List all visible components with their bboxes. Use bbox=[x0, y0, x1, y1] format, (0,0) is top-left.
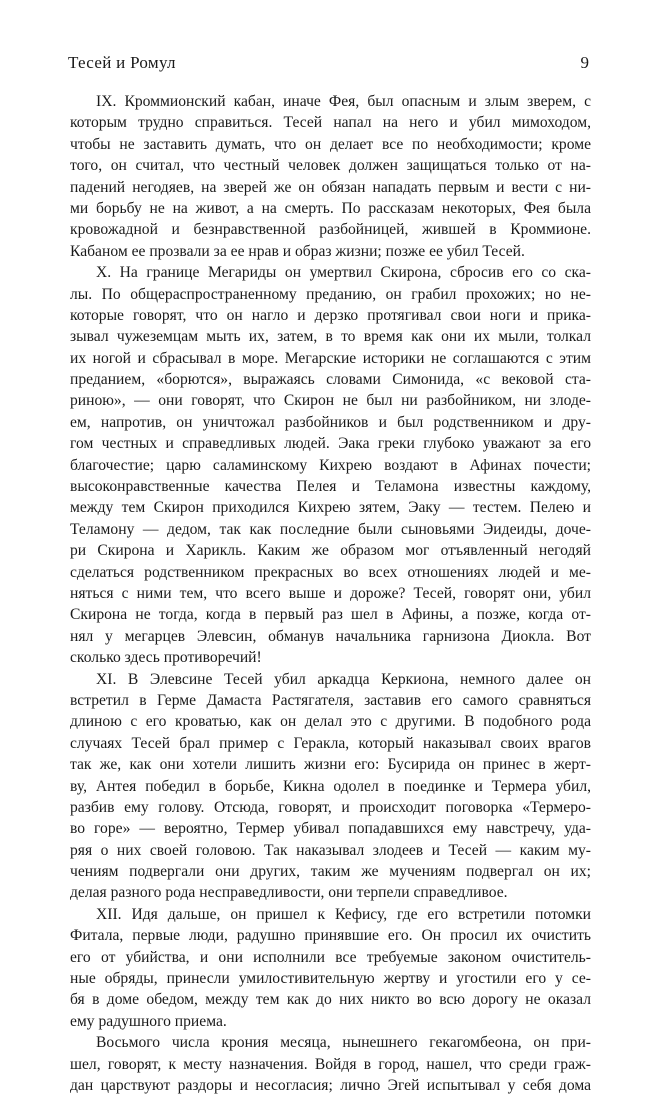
text-line: шел, говорят, к месту назначения. Войдя в город, нашел, что среди граж- bbox=[70, 1055, 591, 1073]
text-line: чтобы не заставить думать, что он делает все по необходимости; кроме bbox=[70, 135, 591, 153]
text-line: сколько здесь противоречий! bbox=[70, 649, 262, 667]
text-line: встретил в Герме Дамаста Растягателя, заставив его самого сравняться bbox=[70, 691, 591, 709]
text-line: делая разного рода несправедливости, они терпели справедливое. bbox=[70, 884, 508, 902]
text-line: X. На границе Мегариды он умертвил Скирона, сбросив его со ска- bbox=[96, 264, 591, 282]
text-line: нял у мегарцев Элевсин, обманув начальника гарнизона Диокла. Вот bbox=[70, 627, 591, 645]
text-line: Восьмого числа крония месяца, нынешнего гекагомбеона, он при- bbox=[96, 1034, 591, 1052]
body-text bbox=[70, 91, 591, 1096]
text-line: ряя о них своей головою. Так наказывал злодеев и Тесей — каким му- bbox=[70, 841, 591, 859]
running-title: Тесей и Ромул bbox=[68, 53, 176, 72]
text-line: ные обряды, принесли умилостивительную жертву и угостили его у се- bbox=[70, 970, 591, 988]
text-line: Скирона не тогда, когда в первый раз шел в Афины, а позже, когда от- bbox=[70, 606, 591, 624]
paragraph bbox=[70, 669, 591, 904]
text-line: благочестие; царю саламинскому Кихрею воздают в Афинах почести; bbox=[70, 456, 591, 474]
text-line: Кабаном ее прозвали за ее нрав и образ жизни; позже ее убил Тесей. bbox=[70, 242, 525, 260]
text-line: разбив ему голову. Отсюда, говорят, и происходит поговорка «Термеро- bbox=[70, 798, 591, 816]
text-line: их ногой и сбрасывал в море. Мегарские историки не соглашаются с этим bbox=[70, 349, 591, 367]
text-line: ри Скирона и Харикль. Каким же образом мог отъявленный негодяй bbox=[70, 542, 591, 560]
text-line: Теламону — дедом, так как последние были сыновьями Эидеиды, доче- bbox=[70, 520, 591, 538]
text-line: XI. В Элевсине Тесей убил аркадца Керкиона, немного далее он bbox=[96, 670, 591, 688]
text-line: бя в доме обедом, между тем как до них никто во всю дорогу не оказал bbox=[70, 991, 591, 1009]
text-line: дан царствуют раздоры и несогласия; лично Эгей испытывал у себя дома bbox=[70, 1076, 591, 1094]
paragraph bbox=[70, 262, 591, 668]
text-line: лы. По общераспространенному преданию, он грабил прохожих; но не- bbox=[70, 285, 591, 303]
text-line: ем, напротив, он уничтожал разбойников и был родственником и дру- bbox=[70, 413, 591, 431]
text-line: гом честных и справедливых людей. Эака греки глубоко уважают за его bbox=[70, 435, 591, 453]
text-line: которые говорят, что он нагло и дерзко протягивал свои ноги и прика- bbox=[70, 306, 591, 324]
paragraph bbox=[70, 1032, 591, 1096]
paragraph bbox=[70, 91, 591, 262]
text-line: падений негодяев, на зверей же он обязан нападать первым и вести с ни- bbox=[70, 178, 591, 196]
text-line: высоконравственные качества Пелея и Теламона известны каждому, bbox=[70, 478, 591, 496]
text-line: его от убийства, и они исполнили все требуемые законом очиститель- bbox=[70, 948, 591, 966]
text-line: во горе» — вероятно, Термер убивал попадавшихся ему навстречу, уда- bbox=[70, 820, 591, 838]
text-line: того, он считал, что честный человек должен защищаться только от на- bbox=[70, 157, 591, 175]
running-head bbox=[68, 52, 589, 74]
text-line: между тем Скирон приходился Кихрею зятем, Эаку — тестем. Пелею и bbox=[70, 499, 591, 517]
text-line: IX. Кроммионский кабан, иначе Фея, был опасным и злым зверем, с bbox=[96, 93, 591, 110]
text-line: риною», — они говорят, что Скирон не был ни разбойником, ни злоде- bbox=[70, 392, 591, 410]
text-line: сделаться родственником прекрасных во всех отношениях людей и ме- bbox=[70, 563, 591, 581]
text-line: длиною с его кроватью, как он делал это с другими. В подобного рода bbox=[70, 713, 591, 731]
paragraph bbox=[70, 904, 591, 1032]
text-line: которым трудно справиться. Тесей напал на него и убил мимоходом, bbox=[70, 114, 591, 132]
text-line: зывал чужеземцам мыть их, затем, в то время как они их мыли, толкал bbox=[70, 328, 591, 346]
text-line: ву, Антея победил в борьбе, Кикна одолел в поединке и Термера убил, bbox=[70, 777, 591, 795]
text-line: чениям подвергали они других, таким же мучениям подвергал он их; bbox=[70, 863, 591, 881]
text-line: случаях Тесей брал пример с Геракла, который наказывал своих врагов bbox=[70, 734, 591, 752]
text-line: преданием, «борются», выражаясь словами Симонида, «с вековой ста- bbox=[70, 371, 591, 389]
page-number: 9 bbox=[580, 53, 589, 72]
text-line: няться с ними тем, что всего выше и дороже? Тесей, говорят они, убил bbox=[70, 584, 591, 602]
text-line: кровожадной и безнравственной разбойницей, жившей в Кроммионе. bbox=[70, 221, 591, 239]
text-line: ми борьбу не на живот, а на смерть. По рассказам некоторых, Фея была bbox=[70, 199, 591, 217]
text-line: XII. Идя дальше, он пришел к Кефису, где его встретили потомки bbox=[96, 905, 591, 923]
text-line: Фитала, первые люди, радушно принявшие его. Он просил их очистить bbox=[70, 927, 591, 945]
text-line: так же, как они хотели лишить жизни его: Бусирида он принес в жерт- bbox=[70, 756, 591, 774]
text-line: ему радушного приема. bbox=[70, 1012, 227, 1030]
